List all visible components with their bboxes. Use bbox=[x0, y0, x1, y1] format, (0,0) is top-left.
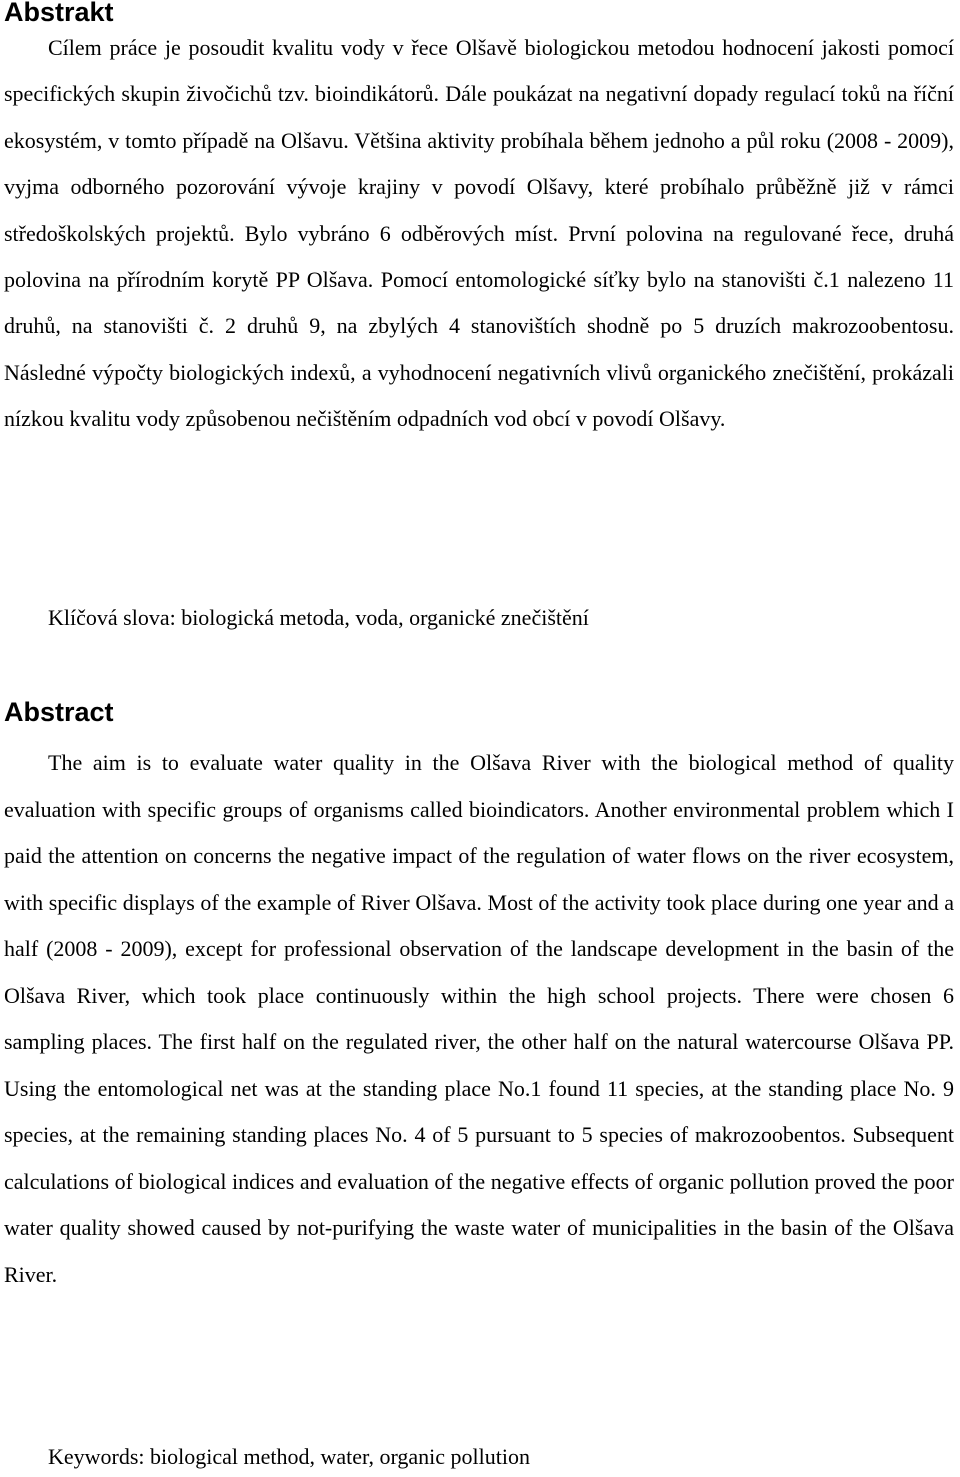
english-abstract-heading: Abstract bbox=[4, 697, 114, 727]
english-abstract-body: The aim is to evaluate water quality in the Olšava River with the biological method of quality evaluation with specific groups of organisms called bioindicators. Another environmental problem which I paid the attention on concerns the negative impact of the regulation of water flows on the river ecosystem, with specific displays of the example of River Olšava. Most of the activity took place during one year and a half (2008 - 2009), except for professional observation of the landscape development in the basin of the Olšava River, which took place continuously within the high school projects. There were chosen 6 sampling places. The first half on the regulated river, the other half on the natural watercourse Olšava PP. Using the entomological net was at the standing place No.1 found 11 species, at the standing place No. 9 species, at the remaining standing places No. 4 of 5 pursuant to 5 species of makrozoobentos. Subsequent calculations of biological indices and evaluation of the negative effects of organic pollution proved the poor water quality showed caused by not-purifying the waste water of municipalities in the basin of the Olšava River. bbox=[4, 750, 954, 1287]
czech-keywords: Klíčová slova: biologická metoda, voda, organické znečištění bbox=[48, 605, 589, 630]
english-keywords: Keywords: biological method, water, organic pollution bbox=[48, 1444, 531, 1469]
czech-abstract-heading: Abstrakt bbox=[4, 0, 114, 27]
czech-abstract-body: Cílem práce je posoudit kvalitu vody v řece Olšavě biologickou metodou hodnocení jakosti pomocí specifických skupin živočichů tzv. bioindikátorů. Dále poukázat na negativní dopady regulací toků na říční ekosystém, v tomto případě na Olšavu. Většina aktivity probíhala během jednoho a půl roku (2008 - 2009), vyjma odborného pozorování vývoje krajiny v povodí Olšavy, které probíhalo průběžně již v rámci středoškolských projektů. Bylo vybráno 6 odběrových míst. První polovina na regulované řece, druhá polovina na přírodním korytě PP Olšava. Pomocí entomologické síťky bylo na stanovišti č.1 nalezeno 11 druhů, na stanovišti č. 2 druhů 9, na zbylých 4 stanovištích shodně po 5 druzích makrozoobentosu. Následné výpočty biologických indexů, a vyhodnocení negativních vlivů organického znečištění, prokázali nízkou kvalitu vody způsobenou nečištěním odpadních vod obcí v povodí Olšavy. bbox=[4, 35, 954, 432]
